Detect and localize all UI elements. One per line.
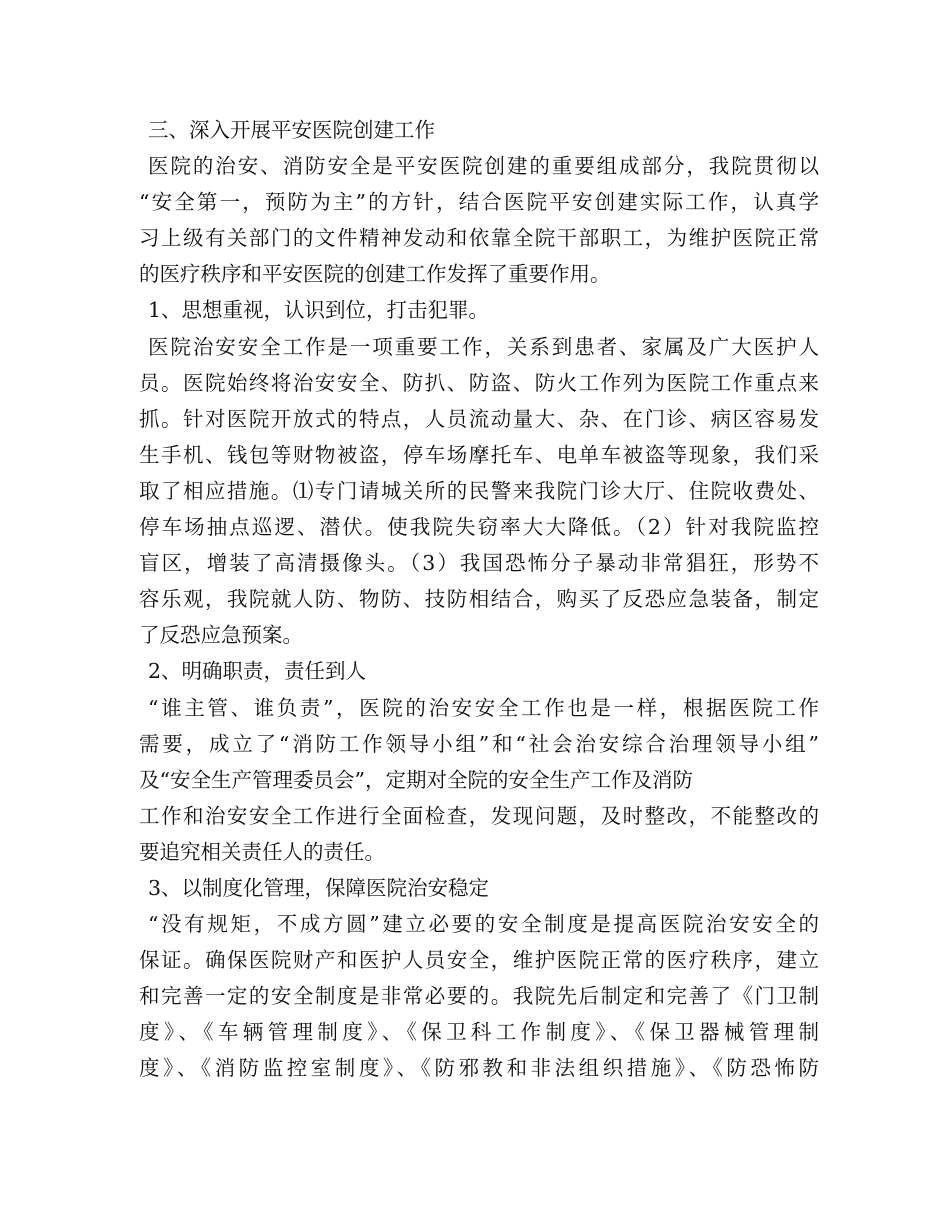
paragraph-line: 度》、《消防监控室制度》、《防邪教和非法组织措施》、《防恐怖防 [139,1056,819,1081]
paragraph-line: 盲区，增装了高清摄像头。（3）我国恐怖分子暴动非常猖狂，形势不 [139,551,819,576]
paragraph-line: “谁主管、谁负责”，医院的治安安全工作也是一样，根据医院工作 [148,695,819,720]
paragraph-line: “没有规矩，不成方圆”建立必要的安全制度是提高医院治安安全的 [148,912,819,937]
paragraph-line: 容乐观，我院就人防、物防、技防相结合，购买了反恐应急装备，制定 [139,587,819,612]
paragraph-line: 习上级有关部门的文件精神发动和依靠全院干部职工，为维护医院正常 [139,226,819,251]
paragraph-line: 生手机、钱包等财物被盗，停车场摩托车、电单车被盗等现象，我们采 [139,442,819,467]
paragraph-line: 工作和治安安全工作进行全面检查，发现问题，及时整改，不能整改的 [139,803,819,828]
paragraph-line: 需要，成立了“消防工作领导小组”和“社会治安综合治理领导小组” [139,731,819,756]
paragraph-line: 了反恐应急预案。 [139,623,303,648]
paragraph-line: 医院治安安全工作是一项重要工作，关系到患者、家属及广大医护人 [148,334,819,359]
paragraph-line: 的医疗秩序和平安医院的创建工作发挥了重要作用。 [139,262,611,287]
section-heading: 三、深入开展平安医院创建工作 [148,118,435,142]
document-body [139,112,819,1087]
paragraph-line: 停车场抽点巡逻、潜伏。使我院失窃率大大降低。（2）针对我院监控 [139,515,819,540]
subheading: 3、以制度化管理，保障医院治安稳定 [148,875,490,900]
subheading: 1、思想重视，认识到位，打击犯罪。 [148,298,490,323]
paragraph-line: 和完善一定的安全制度是非常必要的。我院先后制定和完善了《门卫制 [139,984,819,1009]
paragraph-line: “安全第一，预防为主”的方针，结合医院平安创建实际工作，认真学 [139,190,819,215]
paragraph-line: 要追究相关责任人的责任。 [139,839,385,864]
paragraph-line: 医院的治安、消防安全是平安医院创建的重要组成部分，我院贯彻以 [148,154,819,179]
paragraph-line: 保证。确保医院财产和医护人员安全，维护医院正常的医疗秩序，建立 [139,948,819,973]
paragraph-line: 抓。针对医院开放式的特点，人员流动量大、杂、在门诊、病区容易发 [139,406,819,431]
paragraph-line: 员。医院始终将治安安全、防扒、防盗、防火工作列为医院工作重点来 [139,370,819,395]
paragraph-line: 及“安全生产管理委员会”，定期对全院的安全生产工作及消防 [139,767,693,792]
subheading: 2、明确职责，责任到人 [148,659,367,684]
paragraph-line: 取了相应措施。⑴专门请城关所的民警来我院门诊大厅、住院收费处、 [139,478,819,503]
paragraph-line: 度》、《车辆管理制度》、《保卫科工作制度》、《保卫器械管理制 [139,1020,819,1045]
